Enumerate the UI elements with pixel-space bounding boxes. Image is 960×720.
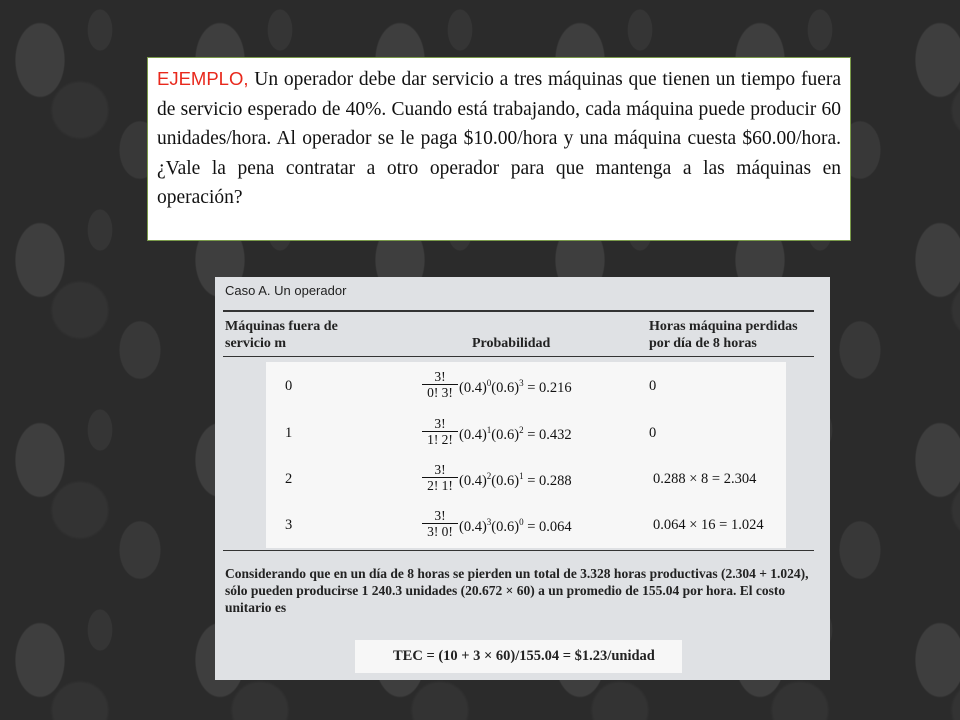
row-0-hours-lost: 0: [649, 378, 657, 394]
table-top-rule: [223, 310, 814, 312]
row-2-m: 2: [285, 471, 293, 487]
example-text-box: [147, 57, 851, 241]
row-0-m: 0: [285, 378, 293, 394]
row-0-fraction: $\frac{3!}{0! 3!}$: [422, 369, 458, 400]
row-3-fraction: $\frac{3!}{3! 0!}$: [422, 508, 458, 539]
conclusion-text: Considerando que en un día de 8 horas se pierden un total de 3.328 horas productivas (2.304 + 1.024), sólo pueden producirse 1 240.3 unidades (20.672 × 60) a un promedio de 155.04 por hora. El costo unitario es: [225, 566, 809, 615]
row-2-probability: $(0.4)^2(0.6)^1 = 0.288$: [459, 471, 572, 489]
header-bottom-rule: [223, 356, 814, 357]
header-probability: Probabilidad: [472, 336, 551, 351]
row-1-m: 1: [285, 425, 293, 441]
row-1-hours-lost: 0: [649, 425, 657, 441]
example-statement: Un operador debe dar servicio a tres máquinas que tienen un tiempo fuera de servicio esperado de 40%. Cuando está trabajando, cada máquina puede producir 60 unidades/hora. Al operador se le paga $10.00/hora y una máquina cuesta $60.00/hora. ¿Vale la pena contratar a otro operador para que mantenga a las máquinas en operación?: [157, 69, 841, 208]
row-3-hours-lost: 0.064 × 16 = 1.024: [653, 517, 764, 533]
probability-table-panel: [215, 277, 830, 680]
row-2-hours-lost: 0.288 × 8 = 2.304: [653, 471, 757, 487]
tec-formula-box: [355, 640, 682, 673]
header-hours-lost: Horas máquina perdidas por día de 8 horas: [649, 319, 798, 351]
tec-formula: TEC = (10 + 3 × 60)/155.04 = $1.23/unidad: [393, 648, 655, 664]
row-3-probability: $(0.4)^3(0.6)^0 = 0.064$: [459, 517, 572, 535]
row-1-fraction: $\frac{3!}{1! 2!}$: [422, 416, 458, 447]
table-bottom-rule: [223, 550, 814, 551]
row-1-probability: $(0.4)^1(0.6)^2 = 0.432$: [459, 425, 572, 443]
header-machines-out: Máquinas fuera de servicio m: [225, 319, 338, 351]
row-2-fraction: $\frac{3!}{2! 1!}$: [422, 462, 458, 493]
example-label: EJEMPLO,: [157, 68, 249, 89]
row-0-probability: $(0.4)^0(0.6)^3 = 0.216$: [459, 378, 572, 396]
row-3-m: 3: [285, 517, 293, 533]
case-title: Caso A. Un operador: [225, 283, 347, 298]
